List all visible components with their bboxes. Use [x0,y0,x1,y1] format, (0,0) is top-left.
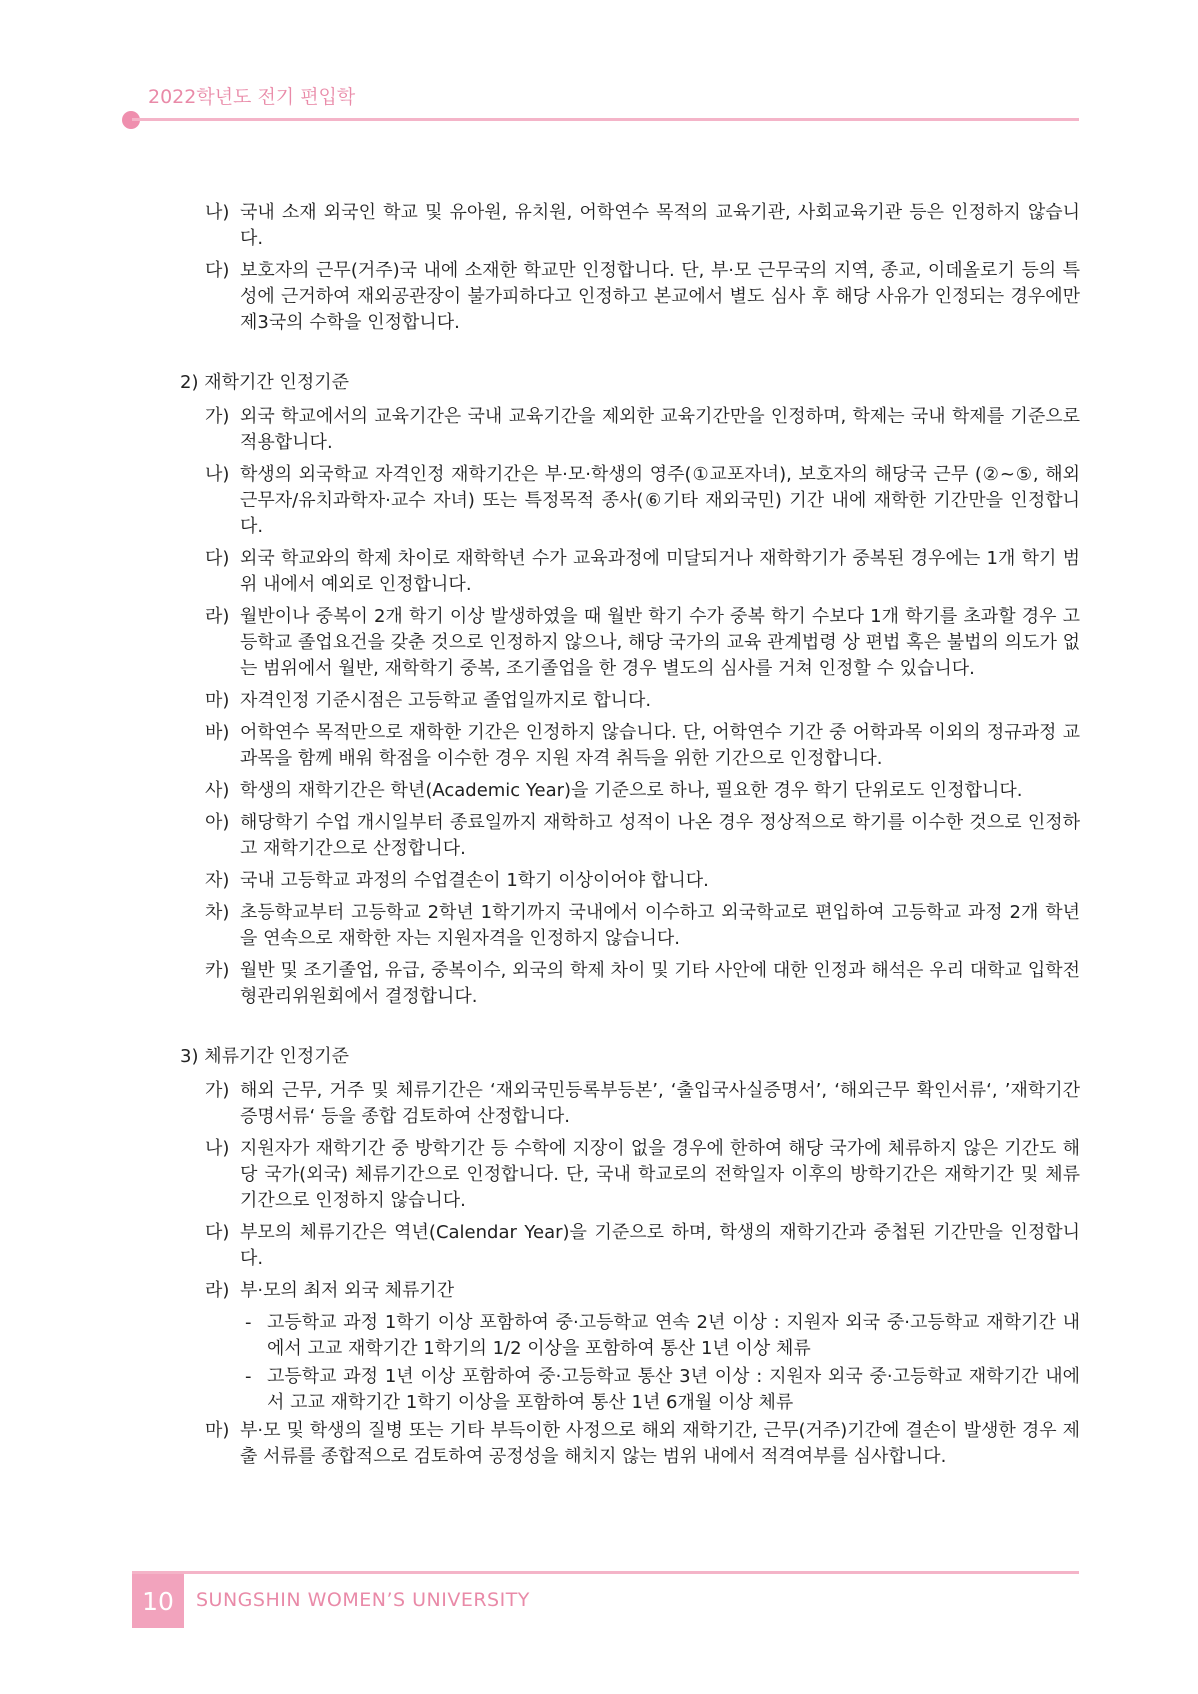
item-text: 보호자의 근무(거주)국 내에 소재한 학교만 인정합니다. 단, 부·모 근무국의 지역, 종교, 이데올로기 등의 특성에 근거하여 재외공관장이 불가피하다고 인정하고 본교에서 별도 심사 후 해당 사유가 인정되는 경우에만 제3국의 수학을 인정합니다. [240,260,1080,333]
item-marker: 라) [205,606,230,627]
item-marker: 마) [205,690,230,711]
list-item [180,546,1080,598]
item-text: 학생의 재학기간은 학년(Academic Year)을 기준으로 하나, 필요한 경우 학기 단위로도 인정합니다. [240,780,1023,801]
item-marker: 마) [205,1420,230,1441]
list-item [180,1278,1080,1304]
item-marker: 가) [205,1080,230,1101]
item-marker: 다) [205,548,230,569]
item-text: 학생의 외국학교 자격인정 재학기간은 부·모·학생의 영주(①교포자녀), 보호자의 해당국 근무 (②~⑤, 해외근무자/유치과학자·교수 자녀) 또는 특정목적 종사(⑥기타 재외국민) 기간 내에 재학한 기간만을 인정합니다. [240,464,1080,537]
item-text: 지원자가 재학기간 중 방학기간 등 수학에 지장이 없을 경우에 한하여 해당 국가에 체류하지 않은 기간도 해당 국가(외국) 체류기간으로 인정합니다. 단, 국내 학교로의 전학일자 이후의 방학기간은 재학기간 및 체류기간으로 인정하지 않습니다. [240,1138,1080,1211]
item-text: 부모의 체류기간은 역년(Calendar Year)을 기준으로 하며, 학생의 재학기간과 중첩된 기간만을 인정합니다. [240,1222,1080,1269]
item-text: 외국 학교와의 학제 차이로 재학학년 수가 교육과정에 미달되거나 재학학기가 중복된 경우에는 1개 학기 범위 내에서 예외로 인정합니다. [240,548,1080,595]
list-item [180,1418,1080,1470]
item-marker: 카) [205,960,230,981]
item-text: 국내 고등학교 과정의 수업결손이 1학기 이상이어야 합니다. [240,870,709,891]
item-text: 해당학기 수업 개시일부터 종료일까지 재학하고 성적이 나온 경우 정상적으로 학기를 이수한 것으로 인정하고 재학기간으로 산정합니다. [240,812,1080,859]
list-item [180,258,1080,336]
item-text: 외국 학교에서의 교육기간은 국내 교육기간을 제외한 교육기간만을 인정하며, 학제는 국내 학제를 기준으로 적용합니다. [240,406,1080,453]
list-item [180,1220,1080,1272]
sub-list-item [180,1364,1080,1416]
list-item [180,958,1080,1010]
item-text: 국내 소재 외국인 학교 및 유아원, 유치원, 어학연수 목적의 교육기관, 사회교육기관 등은 인정하지 않습니다. [240,202,1080,249]
item-marker: 사) [205,780,230,801]
item-marker: 나) [205,464,230,485]
sub-item-text: 고등학교 과정 1학기 이상 포함하여 중·고등학교 연속 2년 이상 : 지원자 외국 중·고등학교 재학기간 내에서 고교 재학기간 1학기의 1/2 이상을 포함하여 통산 1년 이상 체류 [267,1312,1080,1359]
list-item [180,404,1080,456]
item-text: 초등학교부터 고등학교 2학년 1학기까지 국내에서 이수하고 외국학교로 편입하여 고등학교 과정 2개 학년을 연속으로 재학한 자는 지원자격을 인정하지 않습니다. [240,902,1080,949]
page-number: 10 [132,1574,184,1628]
item-text: 부·모 및 학생의 질병 또는 기타 부득이한 사정으로 해외 재학기간, 근무(거주)기간에 결손이 발생한 경우 제출 서류를 종합적으로 검토하여 공정성을 해치지 않는 범위 내에서 적격여부를 심사합니다. [240,1420,1080,1467]
list-item [180,900,1080,952]
item-marker: 차) [205,902,230,923]
list-item [180,462,1080,540]
item-text: 자격인정 기준시점은 고등학교 졸업일까지로 합니다. [240,690,652,711]
section-heading: 2) 재학기간 인정기준 [180,372,350,393]
item-marker: 다) [205,260,230,281]
list-item [180,1078,1080,1130]
list-item [180,868,1080,894]
sub-item-marker: - [245,1312,252,1333]
header-divider [132,118,1079,121]
item-text: 월반이나 중복이 2개 학기 이상 발생하였을 때 월반 학기 수가 중복 학기 수보다 1개 학기를 초과할 경우 고등학교 졸업요건을 갖춘 것으로 인정하지 않으나, 해당 국가의 교육 관계법령 상 편법 혹은 불법의 의도가 없는 범위에서 월반, 재학학기 중복, 조기졸업을 한 경우 별도의 심사를 거쳐 인정할 수 있습니다. [240,606,1080,679]
sub-list-item [180,1310,1080,1362]
item-marker: 가) [205,406,230,427]
list-item [180,1136,1080,1214]
list-item [180,200,1080,252]
item-marker: 자) [205,870,230,891]
item-text: 부·모의 최저 외국 체류기간 [240,1280,455,1301]
list-item [180,688,1080,714]
sub-item-marker: - [245,1366,252,1387]
item-text: 해외 근무, 거주 및 체류기간은 ‘재외국민등록부등본’, ‘출입국사실증명서’, ‘해외근무 확인서류‘, ’재학기간 증명서류‘ 등을 종합 검토하여 산정합니다. [240,1080,1080,1127]
list-item [180,810,1080,862]
list-item [180,720,1080,772]
item-marker: 라) [205,1280,230,1301]
sub-item-text: 고등학교 과정 1년 이상 포함하여 중·고등학교 통산 3년 이상 : 지원자 외국 중·고등학교 재학기간 내에서 고교 재학기간 1학기 이상을 포함하여 통산 1년 6개월 이상 체류 [267,1366,1080,1413]
footer-divider [132,1571,1079,1574]
header-title: 2022학년도 전기 편입학 [148,86,356,108]
footer-university-name: SUNGSHIN WOMEN’S UNIVERSITY [196,1589,530,1611]
item-marker: 아) [205,812,230,833]
item-marker: 다) [205,1222,230,1243]
item-text: 월반 및 조기졸업, 유급, 중복이수, 외국의 학제 차이 및 기타 사안에 대한 인정과 해석은 우리 대학교 입학전형관리위원회에서 결정합니다. [240,960,1080,1007]
item-marker: 나) [205,1138,230,1159]
section-heading: 3) 체류기간 인정기준 [180,1046,350,1067]
item-marker: 나) [205,202,230,223]
list-item [180,604,1080,682]
item-text: 어학연수 목적만으로 재학한 기간은 인정하지 않습니다. 단, 어학연수 기간 중 어학과목 이외의 정규과정 교과목을 함께 배워 학점을 이수한 경우 지원 자격 취득을 위한 기간으로 인정합니다. [240,722,1080,769]
document-body [180,200,1080,1476]
item-marker: 바) [205,722,230,743]
list-item [180,778,1080,804]
